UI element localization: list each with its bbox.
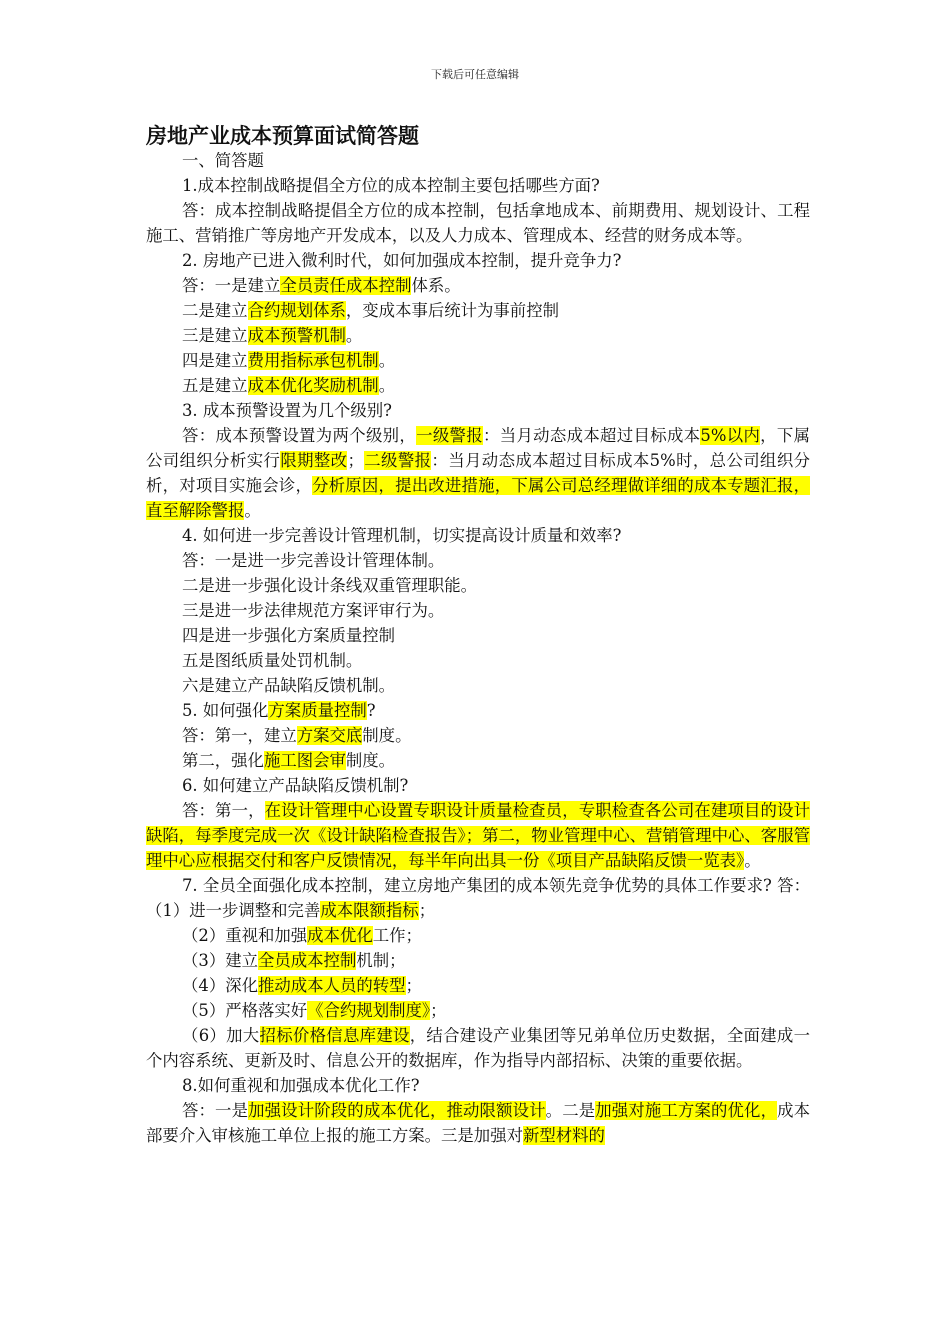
paragraph <box>146 423 810 523</box>
highlighted-text: 加强对施工方案的优化， <box>595 1101 778 1120</box>
text-run: 。 <box>244 501 261 520</box>
text-run: 六是建立产品缺陷反馈机制。 <box>182 676 396 695</box>
highlighted-text: 成本预警机制 <box>247 326 346 345</box>
highlighted-text: 合约规划体系 <box>247 301 346 320</box>
text-run: 。 <box>378 351 396 370</box>
text-run: 五是图纸质量处罚机制。 <box>182 651 363 670</box>
text-run: 。 <box>378 376 396 395</box>
highlighted-text: 一级警报 <box>416 426 483 445</box>
highlighted-text: 新型材料的 <box>522 1126 605 1145</box>
text-run: 。 <box>744 851 761 870</box>
text-run: 四是进一步强化方案质量控制 <box>182 626 396 645</box>
text-run: ； <box>405 976 422 995</box>
highlighted-text: 成本优化奖励机制 <box>247 376 379 395</box>
paragraph <box>146 673 810 698</box>
text-run: ? <box>366 701 376 720</box>
highlighted-text: 全员成本控制 <box>258 951 357 970</box>
paragraph <box>146 773 810 798</box>
text-run: 答：第一， <box>182 801 265 820</box>
paragraph <box>146 548 810 573</box>
text-run: 答：第一，建立 <box>182 726 297 745</box>
text-run: 成本部要介入审核施工单位上报的施工方案。三是加强对 <box>146 1101 811 1145</box>
highlighted-text: 施工图会审 <box>263 751 346 770</box>
document-body <box>146 148 810 1148</box>
paragraph <box>146 623 810 648</box>
text-run: （4）深化 <box>182 976 258 995</box>
paragraph <box>146 998 810 1023</box>
paragraph <box>146 398 810 423</box>
text-run: 二是进一步强化设计条线双重管理职能。 <box>182 576 478 595</box>
text-run: 6. 如何建立产品缺陷反馈机制? <box>182 776 409 795</box>
highlighted-text: 加强设计阶段的成本优化，推动限额设计 <box>248 1101 546 1120</box>
text-run: 二是建立 <box>182 301 248 320</box>
text-run: （3）建立 <box>182 951 258 970</box>
paragraph <box>146 923 810 948</box>
text-run: 第二，强化 <box>182 751 264 770</box>
text-run: 。二是 <box>545 1101 596 1120</box>
paragraph <box>146 198 810 248</box>
text-run: 3. 成本预警设置为几个级别? <box>182 401 392 420</box>
highlighted-text: 限期整改 <box>280 451 348 470</box>
paragraph <box>146 1098 810 1148</box>
text-run: 8.如何重视和加强成本优化工作? <box>182 1076 420 1095</box>
text-run: 答：成本控制战略提倡全方位的成本控制，包括拿地成本、前期费用、规划设计、工程施工、营销推广等房地产开发成本，以及人力成本、管理成本、经营的财务成本等。 <box>146 201 810 245</box>
text-run: 五是建立 <box>182 376 248 395</box>
document-title: 房地产业成本预算面试简答题 <box>146 124 419 148</box>
highlighted-text: 5%以内 <box>700 426 761 445</box>
paragraph <box>146 973 810 998</box>
paragraph <box>146 373 810 398</box>
highlighted-text: 分析原因，提出改进措施，下属公司总经理做详细的成本专题汇报，直至解除警报 <box>146 476 811 520</box>
paragraph <box>146 348 810 373</box>
text-run: 三是进一步法律规范方案评审行为。 <box>182 601 445 620</box>
paragraph <box>146 273 810 298</box>
text-run: 制度。 <box>362 726 412 745</box>
paragraph <box>146 523 810 548</box>
text-run: 三是建立 <box>182 326 248 345</box>
text-run: 体系。 <box>411 276 461 295</box>
paragraph <box>146 648 810 673</box>
text-run: 2. 房地产已进入微利时代，如何加强成本控制，提升竞争力? <box>182 251 622 270</box>
text-run: 制度。 <box>345 751 396 770</box>
text-run: （2）重视和加强 <box>182 926 308 945</box>
highlighted-text: 《合约规划制度》 <box>307 1001 431 1020</box>
paragraph <box>146 948 810 973</box>
text-run: 答：一是进一步完善设计管理体制。 <box>182 551 445 570</box>
paragraph <box>146 1023 810 1073</box>
highlighted-text: 方案质量控制 <box>268 701 367 720</box>
highlighted-text: 成本限额指标 <box>320 901 419 920</box>
paragraph <box>146 323 810 348</box>
highlighted-text: 方案交底 <box>296 726 363 745</box>
text-run: 1.成本控制战略提倡全方位的成本控制主要包括哪些方面? <box>182 176 600 195</box>
text-run: 四是建立 <box>182 351 248 370</box>
text-run: ； <box>418 901 436 920</box>
text-run: 答：成本预警设置为两个级别， <box>182 426 417 445</box>
text-run: 工作； <box>372 926 422 945</box>
text-run: 4. 如何进一步完善设计管理机制，切实提高设计质量和效率? <box>182 526 622 545</box>
highlighted-text: 招标价格信息库建设 <box>259 1026 410 1045</box>
text-run: 答：一是 <box>182 1101 249 1120</box>
paragraph <box>146 148 810 173</box>
paragraph <box>146 173 810 198</box>
paragraph <box>146 248 810 273</box>
paragraph <box>146 1073 810 1098</box>
text-run: ，变成本事后统计为事前控制 <box>345 301 559 320</box>
text-run: ：当月动态成本超过目标成本 <box>483 426 701 445</box>
text-run: ，结合建设产业集团等兄弟单位历史数据，全面建成一个内容系统、更新及时、信息公开的数据库，作为指导内部招标、决策的重要依据。 <box>146 1026 810 1070</box>
text-run: ； <box>430 1001 447 1020</box>
paragraph <box>146 298 810 323</box>
highlighted-text: 成本优化 <box>307 926 373 945</box>
paragraph <box>146 573 810 598</box>
paragraph <box>146 723 810 748</box>
text-run: （5）严格落实好 <box>182 1001 308 1020</box>
highlighted-text: 推动成本人员的转型 <box>258 976 406 995</box>
paragraph <box>146 873 810 923</box>
highlighted-text: 二级警报 <box>363 451 432 470</box>
text-run: 答：一是建立 <box>182 276 281 295</box>
text-run: （6）加大 <box>182 1026 260 1045</box>
page-header: 下载后可任意编辑 <box>431 68 519 81</box>
text-run: 机制； <box>356 951 406 970</box>
paragraph <box>146 748 810 773</box>
text-run: 7. 全员全面强化成本控制，建立房地产集团的成本领先竞争优势的具体工作要求? 答：（1）进一步调整和完善 <box>146 876 810 920</box>
text-run: 一、简答题 <box>182 151 264 170</box>
paragraph <box>146 698 810 723</box>
text-run: ：当月动态成本超过目标成本5%时，总公司组织分析，对项目实施会诊， <box>146 451 810 495</box>
highlighted-text: 在设计管理中心设置专职设计质量检查员，专职检查各公司在建项目的设计缺陷，每季度完成一次《设计缺陷检查报告》；第二，物业管理中心、营销管理中心、客服管理中心应根据交付和客户反馈情况，每半年向出具一份《项目产品缺陷反馈一览表》 <box>146 801 811 870</box>
text-run: 。 <box>345 326 363 345</box>
text-run: ； <box>347 451 364 470</box>
paragraph <box>146 798 810 873</box>
text-run: ，下属公司组织分析实行 <box>146 426 811 470</box>
paragraph <box>146 598 810 623</box>
text-run: 5. 如何强化 <box>182 701 269 720</box>
highlighted-text: 费用指标承包机制 <box>247 351 379 370</box>
highlighted-text: 全员责任成本控制 <box>280 276 412 295</box>
